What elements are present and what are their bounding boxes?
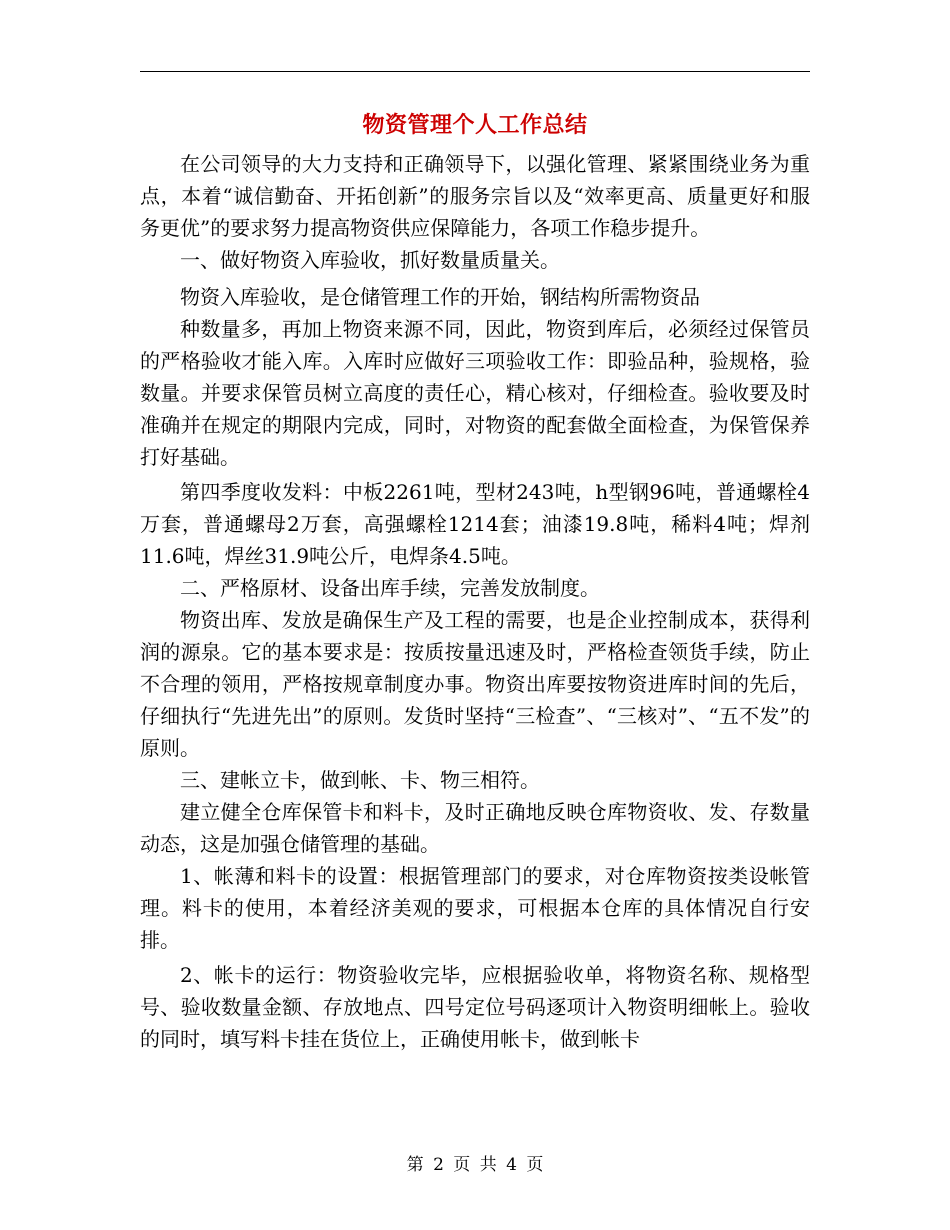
header-rule	[140, 71, 810, 72]
section-heading-2: 二、严格原材、设备出库手续，完善发放制度。	[180, 576, 600, 600]
page-number: 第 2 页 共 4 页	[406, 1155, 544, 1175]
section-heading-1: 一、做好物资入库验收，抓好数量质量关。	[180, 248, 560, 272]
paragraph-item-1: 1、帐薄和料卡的设置：根据管理部门的要求，对仓库物资按类设帐管理。料卡的使用，本着经济美观的要求，可根据本仓库的具体情况自行安排。	[140, 864, 810, 952]
document-body	[140, 148, 810, 1055]
paragraph-q4-figures: 第四季度收发料：中板2261吨，型材243吨，h型钢96吨，普通螺栓4万套，普通螺母2万套，高强螺栓1214套；油漆19.8吨，稀料4吨；焊剂11.6吨，焊丝31.9吨公斤，电焊条4.5吨。	[140, 480, 810, 568]
document-title: 物资管理个人工作总结	[362, 112, 588, 138]
paragraph-issuing: 物资出库、发放是确保生产及工程的需要，也是企业控制成本，获得利润的源泉。它的基本要求是：按质按量迅速及时，严格检查领货手续，防止不合理的领用，严格按规章制度办事。物资出库要按物资进库时间的先后，仔细执行“先进先出”的原则。发货时坚持“三检查”、“三核对”、“五不发”的原则。	[140, 608, 810, 760]
paragraph-item-2: 2、帐卡的运行：物资验收完毕，应根据验收单，将物资名称、规格型号、验收数量金额、存放地点、四号定位号码逐项计入物资明细帐上。验收的同时，填写料卡挂在货位上，正确使用帐卡，做到帐卡	[140, 963, 810, 1051]
paragraph-receiving-cont: 种数量多，再加上物资来源不同，因此，物资到库后，必须经过保管员的严格验收才能入库。入库时应做好三项验收工作：即验品种，验规格，验数量。并要求保管员树立高度的责任心，精心核对，仔细检查。验收要及时准确并在规定的期限内完成，同时，对物资的配套做全面检查，为保管保养打好基础。	[140, 317, 810, 469]
paragraph-intro: 在公司领导的大力支持和正确领导下，以强化管理、紧紧围绕业务为重点，本着“诚信勤奋、开拓创新”的服务宗旨以及“效率更高、质量更好和服务更优”的要求努力提高物资供应保障能力，各项工作稳步提升。	[140, 152, 810, 240]
paragraph-accounts: 建立健全仓库保管卡和料卡，及时正确地反映仓库物资收、发、存数量动态，这是加强仓储管理的基础。	[140, 800, 810, 856]
paragraph-receiving-start: 物资入库验收，是仓储管理工作的开始，钢结构所需物资品	[180, 285, 700, 309]
section-heading-3: 三、建帐立卡，做到帐、卡、物三相符。	[180, 768, 540, 792]
